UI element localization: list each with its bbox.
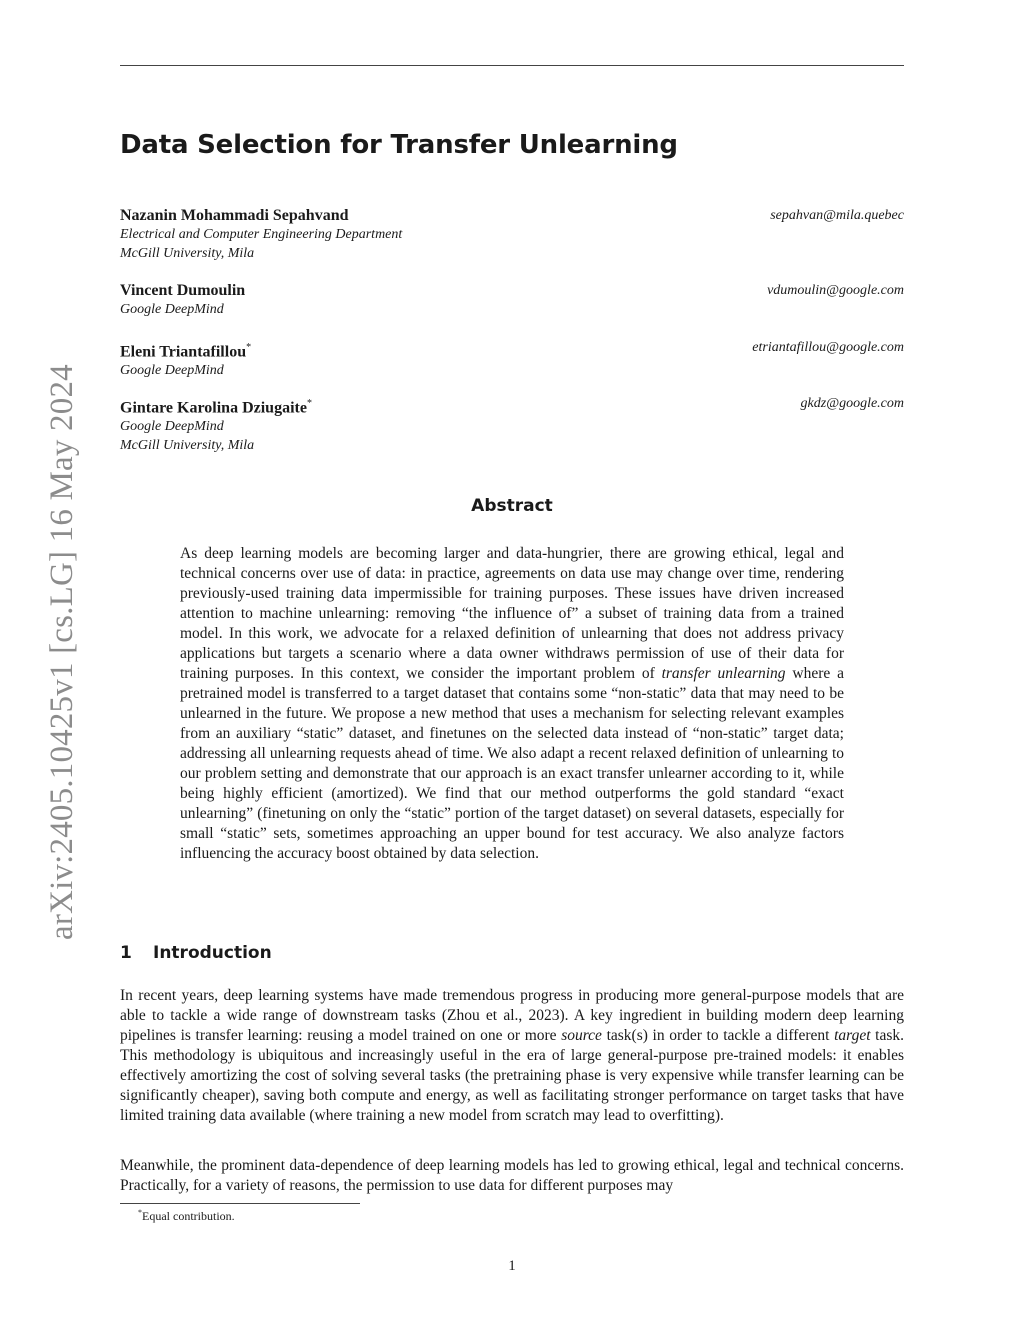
section-heading-introduction xyxy=(120,943,272,963)
footnote: *Equal contribution. xyxy=(138,1208,235,1223)
equal-contribution-mark[interactable]: * xyxy=(246,342,252,353)
abstract-heading: Abstract xyxy=(471,496,553,516)
author-name: Nazanin Mohammadi Sepahvand xyxy=(120,207,349,224)
author-email[interactable]: vdumoulin@google.com xyxy=(767,283,904,298)
author-email[interactable]: sepahvan@mila.quebec xyxy=(770,208,904,223)
page-number: 1 xyxy=(508,1258,516,1274)
author-affiliation: Google DeepMind xyxy=(120,302,224,317)
author-block xyxy=(120,206,904,263)
author-block xyxy=(120,338,904,380)
paper-title: Data Selection for Transfer Unlearning xyxy=(120,130,678,160)
author-name: Eleni Triantafillou* xyxy=(120,342,252,361)
author-block xyxy=(120,281,904,319)
equal-contribution-mark[interactable]: * xyxy=(306,398,312,409)
author-email[interactable]: etriantafillou@google.com xyxy=(752,340,904,355)
author-block xyxy=(120,394,904,455)
author-email[interactable]: gkdz@google.com xyxy=(800,396,904,411)
body-paragraph: In recent years, deep learning systems have made tremendous progress in producing more general-purpose models that are able to tackle a wide range of downstream tasks (Zhou et al., 2023). A key ingredient in building modern deep learning pipelines is transfer learning: reusing a model trained on one or more source task(s) in order to tackle a different target task. This methodology is ubiquitous and increasingly useful in the era of large general-purpose pre-trained models: it enables effectively amortizing the cost of solving several tasks (the pretraining phase is very expensive while transfer learning can be significantly cheaper), saving both compute and energy, as well as facilitating stronger performance on target tasks that have limited training data available (where training a new model from scratch may lead to overfitting). xyxy=(120,987,904,1124)
arxiv-stamp[interactable]: arXiv:2405.10425v1 [cs.LG] 16 May 2024 xyxy=(44,364,80,940)
footnote-rule xyxy=(120,1203,360,1204)
header-rule xyxy=(120,65,904,66)
author-affiliation: Electrical and Computer Engineering Department xyxy=(120,227,403,242)
author-affiliation: Google DeepMind xyxy=(120,363,224,379)
author-affiliation: McGill University, Mila xyxy=(120,438,255,454)
author-affiliation: McGill University, Mila xyxy=(120,246,255,261)
author-name: Vincent Dumoulin xyxy=(120,282,246,299)
author-affiliation: Google DeepMind xyxy=(120,419,224,435)
section-number: 1 xyxy=(120,943,132,963)
body-paragraph: Meanwhile, the prominent data-dependence of deep learning models has led to growing ethical, legal and technical concerns. Practically, for a variety of reasons, the permission to use data for different purposes may xyxy=(120,1157,904,1194)
abstract-text: As deep learning models are becoming larger and data-hungrier, there are growing ethical, legal and technical concerns over use of data: in practice, agreements on data use may change over time, rendering previously-used training data impermissible for training purposes. These issues have driven increased attention to machine unlearning: removing “the influence of” a subset of training data from a trained model. In this work, we advocate for a relaxed definition of unlearning that does not address privacy applications but targets a scenario where a data owner withdraws permission of use of their data for training purposes. In this context, we consider the important problem of transfer unlearning where a pretrained model is transferred to a target dataset that contains some “non-static” data that may need to be unlearned in the future. We propose a new method that uses a mechanism for selecting relevant examples from an auxiliary “static” dataset, and finetunes on the selected data instead of “non-static” target data; addressing all unlearning requests ahead of time. We also adapt a recent relaxed definition of unlearning to our problem setting and demonstrate that our approach is an exact transfer unlearner according to it, while being highly efficient (amortized). We find that our method outperforms the gold standard “exact unlearning” (finetuning on only the “static” portion of the target dataset) on several datasets, especially for small “static” sets, sometimes approaching an upper bound for test accuracy. We also analyze factors influencing the accuracy boost obtained by data selection. xyxy=(180,545,844,862)
section-title: Introduction xyxy=(153,943,272,963)
author-name: Gintare Karolina Dziugaite* xyxy=(120,398,312,417)
